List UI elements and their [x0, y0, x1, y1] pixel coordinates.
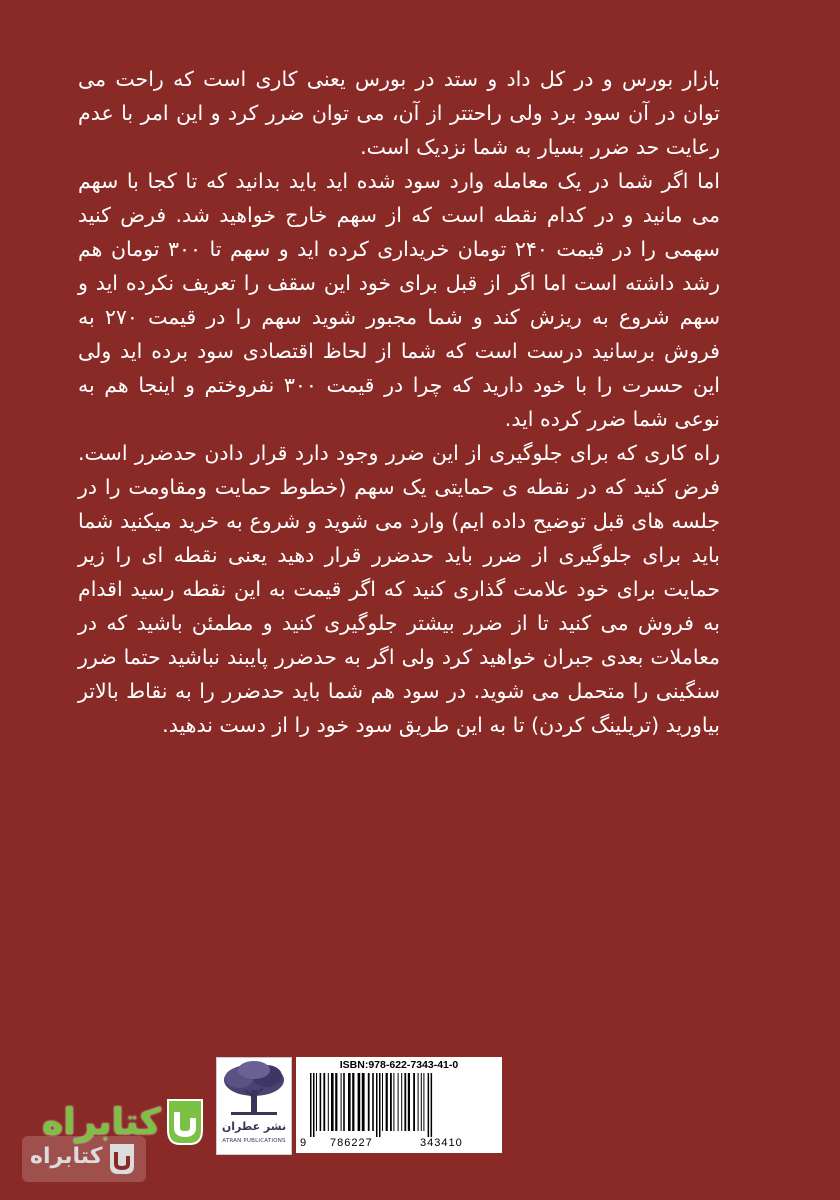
barcode-bar: [418, 1073, 419, 1131]
barcode-bar: [310, 1073, 312, 1137]
barcode-bar: [431, 1073, 433, 1137]
barcode-bar: [348, 1073, 351, 1131]
barcode-bar: [313, 1073, 315, 1137]
barcode-bar: [331, 1073, 334, 1131]
barcode-bar: [358, 1073, 361, 1131]
isbn-label: ISBN:978-622-7343-41-0: [339, 1059, 459, 1071]
barcode-bars: [300, 1073, 498, 1137]
isbn-barcode: [296, 1057, 502, 1153]
tree-icon: [217, 1058, 291, 1118]
barcode-bar: [398, 1073, 399, 1131]
barcode-bar: [362, 1073, 365, 1131]
paragraph-3: راه کاری که برای جلوگیری از این ضرر وجود دارد قرار دادن حدضرر است. فرض کنید که در نقطه ی حمایتی یک سهم (خطوط حمایت ومقاومت را در جلسه های قبل توضیح داده ایم) وارد می شوید و شروع به خرید میکنید شما باید برای جلوگیری از ضرر باید حدضرر قرار دهید یعنی نقطه ای را زیر حمایت برای خود علامت گذاری کنید که اگر قیمت به این نقطه رسید اقدام به فروش می کنید تا از ضرر بیشتر جلوگیری کنید و مطمئن باشید که در معاملات بعدی جبران خواهید کرد ولی اگر به حدضرر پایبند نباشید حتما ضرر سنگینی را متحمل می شوید. در سود هم شما باید حدضرر را به نقاط بالاتر بیاورید (تریلینگ کردن) تا به این طریق سود خود را از دست ندهید.: [78, 441, 720, 737]
barcode-digits-left: 786227: [330, 1137, 373, 1149]
ketabrah-logo-icon: [160, 1096, 210, 1152]
barcode-bar: [368, 1073, 370, 1131]
barcode-bar: [376, 1073, 378, 1137]
barcode-bar: [382, 1073, 383, 1131]
barcode-bar: [408, 1073, 410, 1131]
barcode-bar: [341, 1073, 342, 1131]
barcode-digit-first: 9: [300, 1137, 307, 1149]
barcode-bar: [328, 1073, 329, 1131]
barcode-bar: [352, 1073, 354, 1131]
barcode-bar: [386, 1073, 388, 1131]
ketabrah-logo-icon: [104, 1140, 140, 1178]
watermark-brand-large: کتابراه: [42, 1102, 161, 1143]
barcode-bar: [372, 1073, 374, 1131]
barcode-bar: [379, 1073, 381, 1137]
barcode-bar: [404, 1073, 406, 1131]
publisher-name-en: ATRAN PUBLICATIONS: [222, 1138, 286, 1144]
paragraph-1: بازار بورس و در کل داد و ستد در بورس یعنی کاری است که راحت می توان در آن سود برد ولی راحتتر از آن، می توان ضرر کرد و این امر با عدم رعایت حد ضرر بسیار به شما نزدیک است.: [78, 67, 720, 159]
barcode-bar: [423, 1073, 424, 1131]
barcode-digits-right: 343410: [420, 1137, 463, 1149]
barcode-bar: [393, 1073, 394, 1131]
barcode-bar: [401, 1073, 402, 1131]
barcode-bar: [335, 1073, 337, 1131]
barcode-bar: [343, 1073, 345, 1131]
barcode-bar: [323, 1073, 325, 1131]
back-cover-text: [78, 62, 720, 742]
barcode-bar: [428, 1073, 430, 1137]
publisher-logo: [216, 1057, 292, 1155]
publisher-name-fa: نشر عطران: [221, 1120, 287, 1133]
barcode-bar: [390, 1073, 392, 1131]
barcode-bar: [413, 1073, 415, 1131]
ketabrah-watermark: [12, 1096, 212, 1188]
barcode-bar: [320, 1073, 322, 1131]
barcode-bar: [316, 1073, 317, 1131]
watermark-brand-small: کتابراه: [30, 1144, 103, 1169]
paragraph-2: اما اگر شما در یک معامله وارد سود شده اید باید بدانید که تا کجا با سهم می مانید و در کدام نقطه است که از سهم خارج خواهید شد. فرض کنید سهمی را در قیمت ۲۴۰ تومان خریداری کرده اید و سهم تا ۳۰۰ تومان هم رشد داشته است اما اگر از قبل برای خود این سقف را تعریف نکرده اید و سهم شروع به ریزش کند و شما مجبور شوید سهم را در قیمت ۲۷۰ به فروش برسانید درست است که شما از لحاظ اقتصادی سود برده اید ولی این حسرت را با خود دارید که چرا در قیمت ۳۰۰ نفروختم و اینجا هم به نوعی شما ضرر کرده اید.: [78, 169, 720, 431]
barcode-bar: [421, 1073, 422, 1131]
